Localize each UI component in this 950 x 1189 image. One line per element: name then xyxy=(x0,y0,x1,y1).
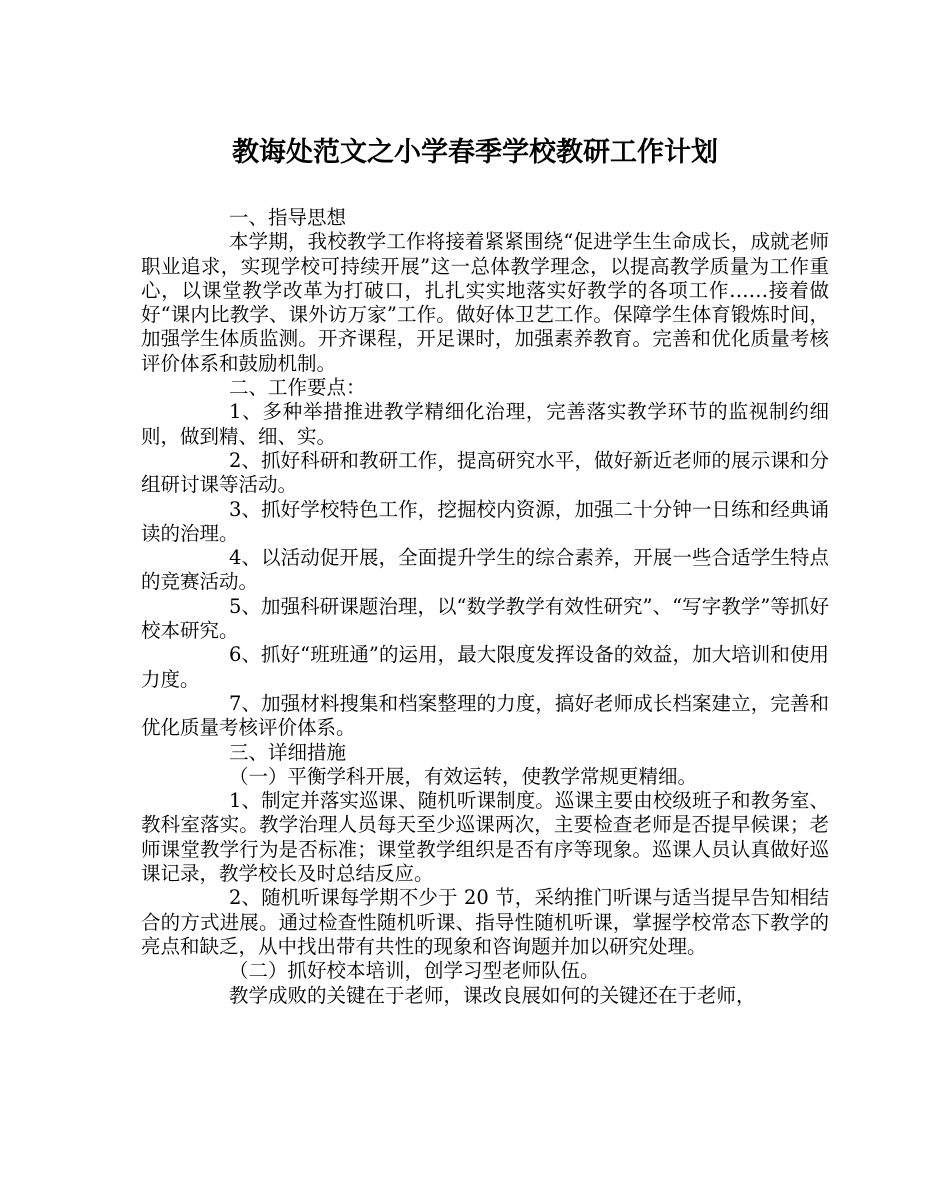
paragraph: 教学成败的关键在于老师，课改良展如何的关键还在于老师， xyxy=(229,983,756,1007)
list-item-paragraph: 3、抓好学校特色工作，挖掘校内资源，加强二十分钟一日练和经典诵读的治理。 xyxy=(141,497,829,545)
list-item-paragraph: 1、多种举措推进教学精细化治理，完善落实教学环节的监视制约细则，做到精、细、实。 xyxy=(141,400,829,448)
list-item-paragraph: 2、随机听课每学期不少于 20 节，采纳推门听课与适当提早告知相结合的方式进展。通过检查性随机听课、指导性随机听课，掌握学校常态下教学的亮点和缺乏，从中找出带有共性的现象和咨询题并加以研究处理。 xyxy=(141,886,829,958)
section-heading: 一、指导思想 xyxy=(229,206,347,229)
document-title: 教诲处范文之小学春季学校教研工作计划 xyxy=(232,137,718,168)
list-item-paragraph: 5、加强科研课题治理，以“数学教学有效性研究”、“写字教学”等抓好校本研究。 xyxy=(141,594,829,643)
list-item-paragraph: 6、抓好“班班通”的运用，最大限度发挥设备的效益，加大培训和使用力度。 xyxy=(141,643,829,691)
document-body xyxy=(141,206,829,1008)
list-item-paragraph: 2、抓好科研和教研工作，提高研究水平，做好新近老师的展示课和分组研讨课等活动。 xyxy=(141,448,829,497)
subsection-heading: （一）平衡学科开展，有效运转，使教学常规更精细。 xyxy=(229,764,698,788)
list-item-paragraph: 7、加强材料搜集和档案整理的力度，搞好老师成长档案建立，完善和优化质量考核评价体系。 xyxy=(141,691,829,740)
subsection-heading: （二）抓好校本培训，创学习型老师队伍。 xyxy=(229,959,600,983)
section-heading: 二、工作要点： xyxy=(229,376,366,400)
paragraph: 本学期，我校教学工作将接着紧紧围绕“促进学生生命成长，成就老师职业追求，实现学校可持续开展”这一总体教学理念，以提高教学质量为工作重心，以课堂教学改革为打破口，扎扎实实地落实好教学的各项工作……接着做好“课内比教学、课外访万家”工作。做好体卫艺工作。保障学生体育锻炼时间，加强学生体质监测。开齐课程，开足课时，加强素养教育。完善和优化质量考核评价体系和鼓励机制。 xyxy=(141,230,829,375)
list-item-paragraph: 4、以活动促开展，全面提升学生的综合素养，开展一些合适学生特点的竞赛活动。 xyxy=(141,546,829,594)
section-heading: 三、详细措施 xyxy=(229,740,347,764)
list-item-paragraph: 1、制定并落实巡课、随机听课制度。巡课主要由校级班子和教务室、教科室落实。教学治理人员每天至少巡课两次，主要检查老师是否提早候课；老师课堂教学行为是否标准；课堂教学组织是否有序等现象。巡课人员认真做好巡课记录，教学校长及时总结反应。 xyxy=(141,789,829,886)
